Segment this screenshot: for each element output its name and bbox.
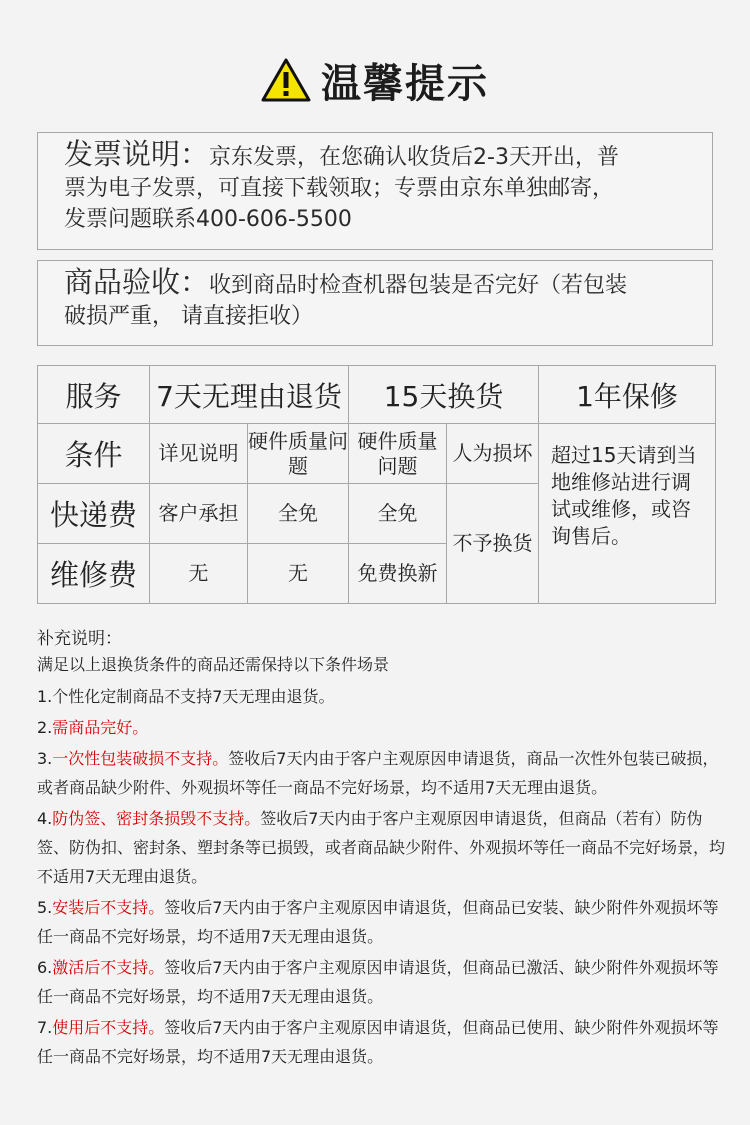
inspection-label: 商品验收： xyxy=(64,265,210,299)
notes-subheading: 满足以上退换货条件的商品还需保持以下条件场景 xyxy=(37,655,390,674)
header-service: 服务 xyxy=(38,366,150,424)
table-cell: 免费换新 xyxy=(349,544,447,604)
note-item xyxy=(37,682,727,711)
note-number: 7. xyxy=(37,1018,53,1037)
table-cell: 硬件质量问题 xyxy=(248,424,349,484)
note-highlight: 需商品完好。 xyxy=(52,718,149,737)
invoice-label: 发票说明： xyxy=(64,137,210,171)
invoice-line-3: 发票问题联系400-606-5500 xyxy=(64,207,352,232)
note-text: 签收后7天内由于客户主观原因申请退货，但商品已安装、缺少附件外观损坏等任一商品不完好场景，均不适用7天无理由退货。 xyxy=(37,898,719,946)
table-cell: 硬件质量问题 xyxy=(349,424,447,484)
service-table xyxy=(37,365,716,604)
inspection-info-box xyxy=(37,260,713,346)
note-number: 2. xyxy=(37,718,53,737)
table-cell: 人为损坏 xyxy=(447,424,539,484)
note-item xyxy=(37,893,727,951)
table-cell: 全免 xyxy=(349,484,447,544)
note-text: 签收后7天内由于客户主观原因申请退货，但商品已使用、缺少附件外观损坏等任一商品不完好场景，均不适用7天无理由退货。 xyxy=(37,1018,719,1066)
table-cell: 详见说明 xyxy=(150,424,248,484)
page-title: 温馨提示 xyxy=(321,60,489,107)
note-text: 签收后7天内由于客户主观原因申请退货，商品一次性外包装已破损，或者商品缺少附件、外观损坏等任一商品不完好场景，均不适用7天无理由退货。 xyxy=(37,749,719,797)
note-text: 签收后7天内由于客户主观原因申请退货，但商品已激活、缺少附件外观损坏等任一商品不完好场景，均不适用7天无理由退货。 xyxy=(37,958,719,1006)
note-number: 3. xyxy=(37,749,53,768)
note-highlight: 激活后不支持。 xyxy=(52,958,165,977)
table-cell: 客户承担 xyxy=(150,484,248,544)
note-number: 5. xyxy=(37,898,53,917)
row-label-shipping: 快递费 xyxy=(38,484,150,544)
invoice-line-2: 票为电子发票，可直接下载领取；专票由京东单独邮寄， xyxy=(64,176,615,201)
row-label-repair: 维修费 xyxy=(38,544,150,604)
note-highlight: 防伪签、密封条损毁不支持。 xyxy=(52,809,261,828)
note-text: 签收后7天内由于客户主观原因申请退货，但商品（若有）防伪签、防伪扣、密封条、塑封条等已损毁，或者商品缺少附件、外观损坏等任一商品不完好场景，均不适用7天无理由退货。 xyxy=(37,809,726,886)
header-1year-warranty: 1年保修 xyxy=(539,366,716,424)
inspection-line-1: 收到商品时检查机器包装是否完好（若包装 xyxy=(209,273,628,298)
note-number: 1. xyxy=(37,687,53,706)
table-row-conditions xyxy=(38,424,716,484)
warning-triangle-icon xyxy=(261,58,311,102)
invoice-info-box xyxy=(37,132,713,250)
header-7day-return: 7天无理由退货 xyxy=(150,366,349,424)
note-highlight: 使用后不支持。 xyxy=(52,1018,165,1037)
table-cell: 无 xyxy=(248,544,349,604)
warranty-note: 超过15天请到当地维修站进行调试或维修，或咨询售后。 xyxy=(539,424,716,604)
header-15day-exchange: 15天换货 xyxy=(349,366,539,424)
note-item xyxy=(37,804,727,891)
note-highlight: 一次性包装破损不支持。 xyxy=(52,749,229,768)
inspection-line-2: 破损严重， 请直接拒收） xyxy=(64,304,313,329)
note-item xyxy=(37,953,727,1011)
note-item xyxy=(37,1013,727,1071)
row-label-conditions: 条件 xyxy=(38,424,150,484)
table-cell: 全免 xyxy=(248,484,349,544)
note-highlight: 安装后不支持。 xyxy=(52,898,165,917)
invoice-line-1: 京东发票，在您确认收货后2-3天开出，普 xyxy=(209,145,619,170)
note-item xyxy=(37,713,727,742)
supplementary-notes xyxy=(37,626,727,1073)
notes-heading: 补充说明： xyxy=(37,629,122,649)
no-exchange-cell: 不予换货 xyxy=(447,484,539,604)
table-cell: 无 xyxy=(150,544,248,604)
note-item xyxy=(37,744,727,802)
table-header-row xyxy=(38,366,716,424)
note-text: 个性化定制商品不支持7天无理由退货。 xyxy=(52,687,335,706)
note-number: 6. xyxy=(37,958,53,977)
note-number: 4. xyxy=(37,809,53,828)
page-header xyxy=(0,50,750,110)
